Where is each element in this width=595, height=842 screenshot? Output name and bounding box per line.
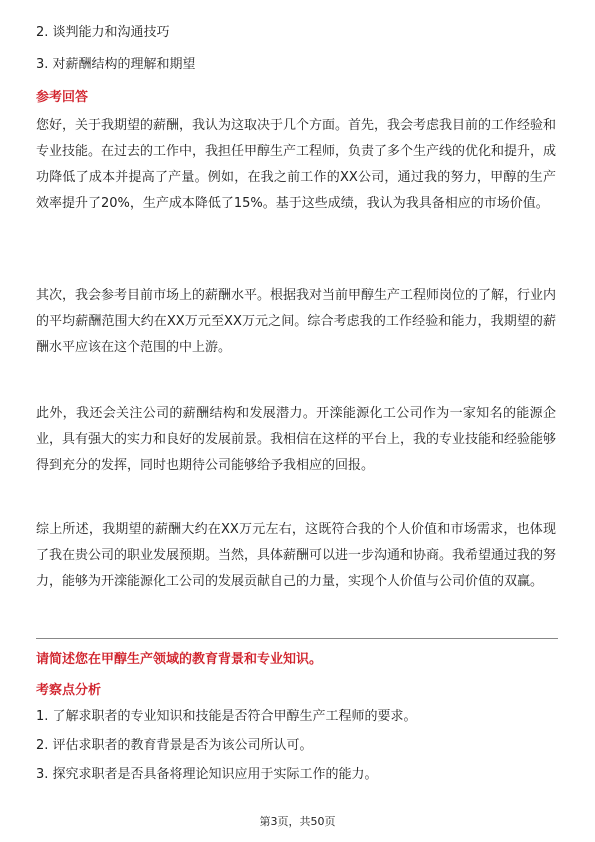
section-divider — [36, 638, 558, 639]
analysis-item-2: 2. 评估求职者的教育背景是否为该公司所认可。 — [36, 738, 313, 753]
answer-paragraph-3: 此外，我还会关注公司的薪酬结构和发展潜力。开滦能源化工公司作为一家知名的能源企业，具有强大的实力和良好的发展前景。我相信在这样的平台上，我的专业技能和经验能够得到充分的发挥，同时也期待公司能够给予我相应的回报。 — [36, 406, 557, 473]
analysis-heading: 考察点分析 — [36, 683, 102, 698]
question-heading: 请简述您在甲醇生产领域的教育背景和专业知识。 — [36, 652, 323, 667]
page-footer: 第3页，共50页 — [259, 815, 336, 828]
answer-paragraph-2: 其次，我会参考目前市场上的薪酬水平。根据我对当前甲醇生产工程师岗位的了解，行业内的平均薪酬范围大约在XX万元至XX万元之间。综合考虑我的工作经验和能力，我期望的薪酬水平应该在这个范围的中上游。 — [36, 288, 557, 355]
reference-answer-heading: 参考回答 — [36, 90, 89, 105]
analysis-item-3: 3. 探究求职者是否具备将理论知识应用于实际工作的能力。 — [36, 767, 378, 782]
analysis-item-1: 1. 了解求职者的专业知识和技能是否符合甲醇生产工程师的要求。 — [36, 709, 417, 724]
answer-paragraph-4: 综上所述，我期望的薪酬大约在XX万元左右，这既符合我的个人价值和市场需求，也体现了我在贵公司的职业发展预期。当然，具体薪酬可以进一步沟通和协商。我希望通过我的努力，能够为开滦能源化工公司的发展贡献自己的力量，实现个人价值与公司价值的双赢。 — [36, 522, 557, 589]
top-list-item-3: 3. 对薪酬结构的理解和期望 — [36, 57, 196, 72]
top-list-item-2: 2. 谈判能力和沟通技巧 — [36, 25, 170, 40]
answer-paragraph-1: 您好，关于我期望的薪酬，我认为这取决于几个方面。首先，我会考虑我目前的工作经验和专业技能。在过去的工作中，我担任甲醇生产工程师，负责了多个生产线的优化和提升，成功降低了成本并提高了产量。例如，在我之前工作的XX公司，通过我的努力，甲醇的生产效率提升了20%，生产成本降低了15%。基于这些成绩，我认为我具备相应的市场价值。 — [36, 118, 557, 211]
